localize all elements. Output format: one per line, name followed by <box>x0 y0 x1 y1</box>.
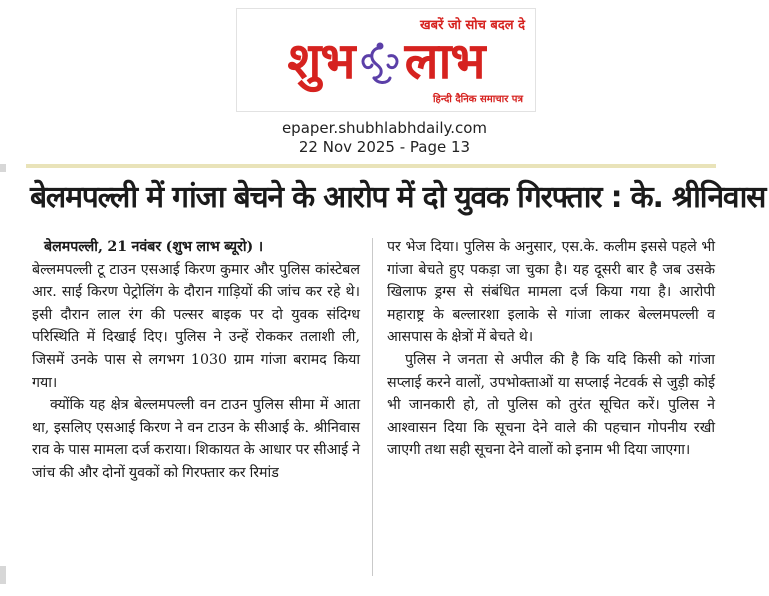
newspaper-logo <box>236 8 536 112</box>
brand-word-left: शुभ <box>287 32 355 90</box>
logo-brand <box>241 33 531 89</box>
ganesha-icon <box>357 42 403 88</box>
article-column-right <box>387 236 715 462</box>
edition-date-page: 22 Nov 2025 - Page 13 <box>298 138 471 156</box>
scan-edge-bottom <box>0 566 6 584</box>
article-dateline-paragraph <box>32 236 360 259</box>
epaper-url: epaper.shubhlabhdaily.com <box>281 119 488 137</box>
header-rule <box>26 164 716 168</box>
article-paragraph: पुलिस ने जनता से अपील की है कि यदि किसी को गांजा सप्लाई करने वालों, उपभोक्ताओं या सप्लाई नेटवर्क से जुड़ी कोई भी जानकारी हो, तो पुलिस को तुरंत सूचित करें। पुलिस ने आश्वासन दिया कि सूचना देने वाले की पहचान गोपनीय रखी जाएगी तथा सही सूचना देने वालों को इनाम भी दिया जाएगा। <box>387 351 715 459</box>
scan-edge-top <box>0 164 6 172</box>
logo-tagline: खबरें जो सोच बदल दे <box>420 18 525 33</box>
article-dateline: बेलमपल्ली, 21 नवंबर (शुभ लाभ ब्यूरो) । <box>44 239 264 255</box>
brand-word-right: लाभ <box>404 32 485 90</box>
article-column-left <box>32 236 360 485</box>
column-divider <box>372 238 373 576</box>
logo-subtitle: हिन्दी दैनिक समाचार पत्र <box>432 94 523 105</box>
article-paragraph: क्योंकि यह क्षेत्र बेल्लमपल्ली वन टाउन पुलिस सीमा में आता था, इसलिए एसआई किरण ने वन टाउन के सीआई के. श्रीनिवास राव के पास मामला दर्ज कराया। शिकायत के आधार पर सीआई ने जांच की और दोनों युवकों को गिरफ्तार कर रिमांड <box>32 397 360 481</box>
article-paragraph: पर भेज दिया। पुलिस के अनुसार, एस.के. कलीम इससे पहले भी गांजा बेचते हुए पकड़ा जा चुका है। यह दूसरी बार है जब उसके खिलाफ ड्रग्स से संबंधित मामला दर्ज किया गया है। आरोपी महाराष्ट्र के बल्लारशा इलाके से गांजा लाकर बेल्लमपल्ली व आसपास के क्षेत्रों में बेचते थे। <box>387 239 715 346</box>
article-headline: बेलमपल्ली में गांजा बेचने के आरोप में दो युवक गिरफ्तार : के. श्रीनिवास <box>30 180 766 215</box>
article-paragraph: बेल्लमपल्ली टू टाउन एसआई किरण कुमार और पुलिस कांस्टेबल आर. साई किरण पेट्रोलिंग के दौरान गाड़ियों की जांच कर रहे थे। इसी दौरान लाल रंग की पल्सर बाइक पर दो युवक संदिग्ध परिस्थिति में दिखाई दिए। पुलिस ने उन्हें रोककर तलाशी ली, जिसमें उनके पास से लगभग 1030 ग्राम गांजा बरामद किया गया। <box>32 261 360 391</box>
